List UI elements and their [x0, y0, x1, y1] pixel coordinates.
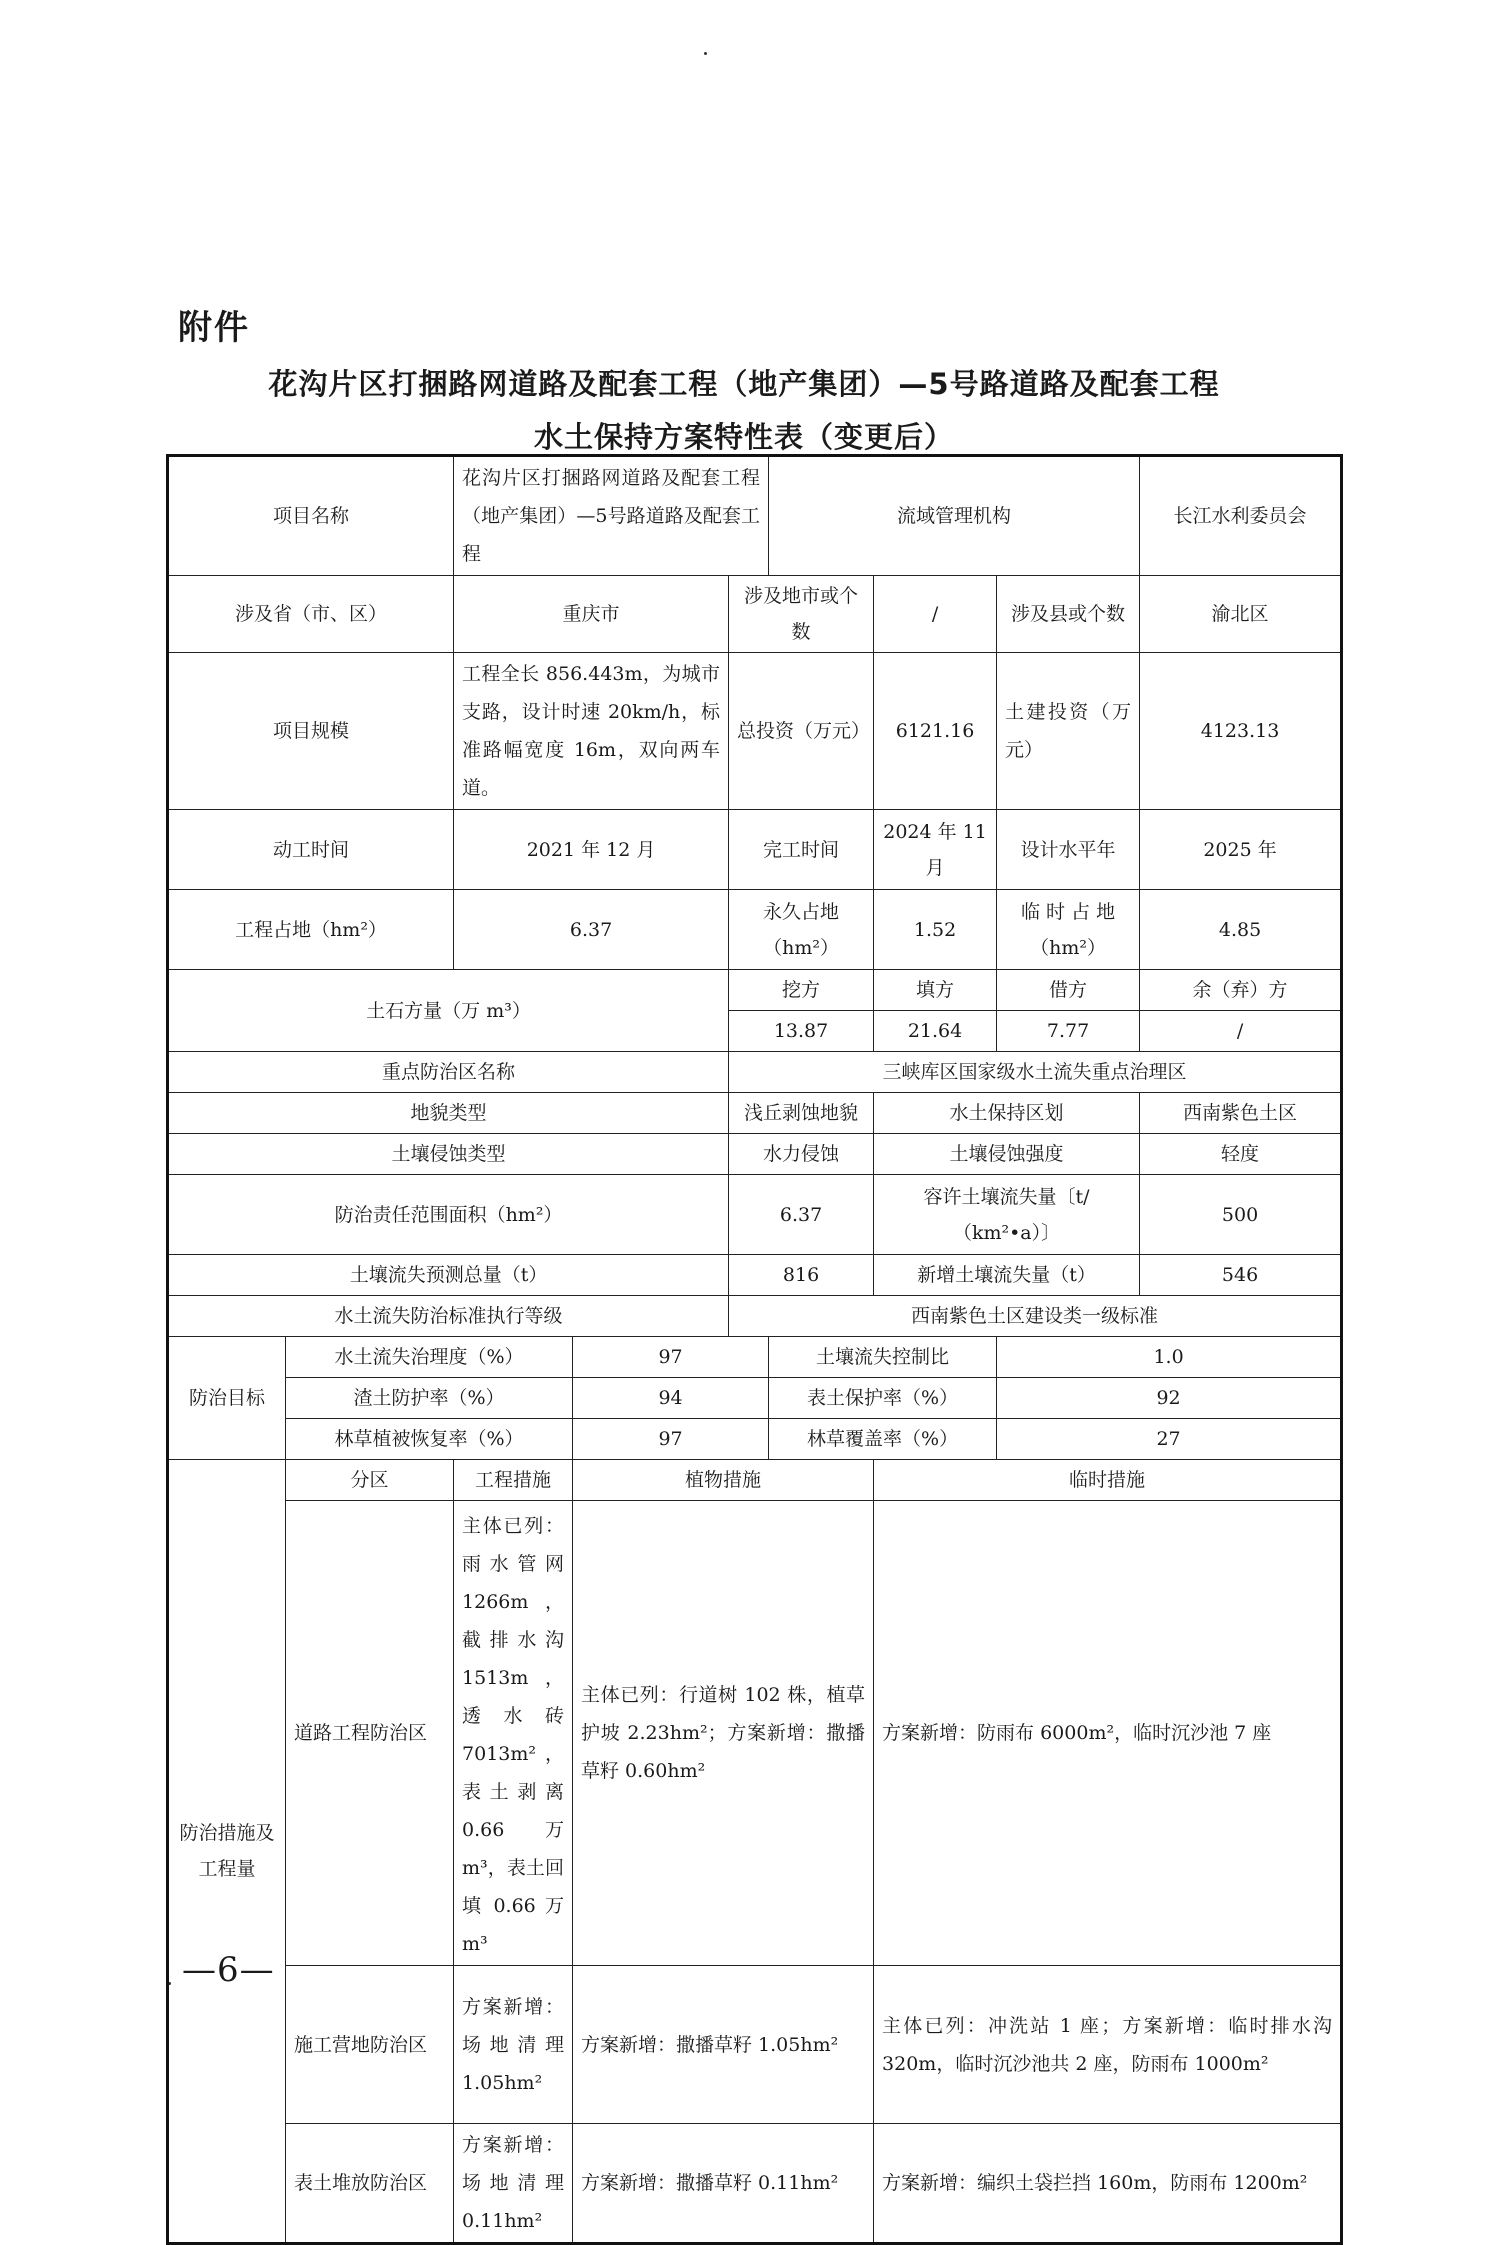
cell-label: 动工时间 [168, 810, 454, 890]
cell-erosion-intensity: 轻度 [1140, 1134, 1342, 1175]
cell-allow-loss: 500 [1140, 1175, 1342, 1255]
cell-label: 完工时间 [729, 810, 874, 890]
cell-value: 7.77 [997, 1011, 1140, 1052]
cell-label: 水土保持区划 [874, 1093, 1140, 1134]
table-row [168, 1134, 1342, 1175]
cell-temporary: 方案新增：防雨布 6000m²，临时沉沙池 7 座 [874, 1501, 1342, 1966]
cell-province: 重庆市 [454, 576, 729, 653]
table-row [168, 1296, 1342, 1337]
table-row [168, 1175, 1342, 1255]
cell-goal-label: 渣土防护率（%） [286, 1378, 573, 1419]
cell-goal-value: 97 [573, 1337, 769, 1378]
table-row [168, 810, 1342, 890]
scan-speck [704, 52, 707, 55]
table-row [168, 1966, 1342, 2124]
cell-label: 工程占地（hm²） [168, 890, 454, 970]
cell-temporary: 主体已列：冲洗站 1 座；方案新增：临时排水沟 320m，临时沉沙池共 2 座，防雨布 1000m² [874, 1966, 1342, 2124]
cell-goal-value: 27 [997, 1419, 1342, 1460]
cell-label: 永久占地（hm²） [729, 890, 874, 970]
cell-label: 涉及省（市、区） [168, 576, 454, 653]
cell-label: 流域管理机构 [769, 456, 1140, 576]
cell-total-invest: 6121.16 [874, 653, 997, 810]
cell-header: 余（弃）方 [1140, 970, 1342, 1011]
cell-conservation-zone: 西南紫色土区 [1140, 1093, 1342, 1134]
cell-label: 土建投资（万元） [997, 653, 1140, 810]
page-number: —6— [182, 1950, 275, 1990]
cell-goal-value: 94 [573, 1378, 769, 1419]
cell-label: 地貌类型 [168, 1093, 729, 1134]
cell-header: 植物措施 [573, 1460, 874, 1501]
cell-goal-label: 水土流失治理度（%） [286, 1337, 573, 1378]
cell-goal-label: 土壤流失控制比 [769, 1337, 997, 1378]
cell-perm-land: 1.52 [874, 890, 997, 970]
cell-engineering: 主体已列：雨水管网 1266m，截排水沟 1513m，透水砖 7013m²，表土剥离 0.66 万 m³，表土回填 0.66 万 m³ [454, 1501, 573, 1966]
table-row [168, 890, 1342, 970]
cell-label: 防治目标 [168, 1337, 286, 1460]
cell-goal-label: 林草植被恢复率（%） [286, 1419, 573, 1460]
cell-label: 设计水平年 [997, 810, 1140, 890]
cell-goal-value: 97 [573, 1419, 769, 1460]
cell-scale: 工程全长 856.443m，为城市支路，设计时速 20km/h，标准路幅宽度 16m，双向两车道。 [454, 653, 729, 810]
cell-header: 填方 [874, 970, 997, 1011]
cell-label: 涉及县或个数 [997, 576, 1140, 653]
cell-engineering: 方案新增：场地清理 0.11hm² [454, 2124, 573, 2244]
cell-value: 21.64 [874, 1011, 997, 1052]
cell-header: 挖方 [729, 970, 874, 1011]
cell-engineering: 方案新增：场地清理 1.05hm² [454, 1966, 573, 2124]
table-row [168, 2124, 1342, 2244]
cell-zone: 施工营地防治区 [286, 1966, 454, 2124]
cell-plant: 主体已列：行道树 102 株，植草护坡 2.23hm²；方案新增：撒播草籽 0.60hm² [573, 1501, 874, 1966]
cell-value: / [1140, 1011, 1342, 1052]
cell-plant: 方案新增：撒播草籽 1.05hm² [573, 1966, 874, 2124]
cell-label: 水土流失防治标准执行等级 [168, 1296, 729, 1337]
cell-goal-label: 表土保护率（%） [769, 1378, 997, 1419]
cell-plant: 方案新增：撒播草籽 0.11hm² [573, 2124, 874, 2244]
cell-label: 临 时 占 地（hm²） [997, 890, 1140, 970]
cell-city: / [874, 576, 997, 653]
cell-label: 项目名称 [168, 456, 454, 576]
attachment-label: 附件 [178, 308, 250, 348]
table-row [168, 1460, 1342, 1501]
cell-label: 项目规模 [168, 653, 454, 810]
cell-goal-label: 林草覆盖率（%） [769, 1419, 997, 1460]
document-title: 花沟片区打捆路网道路及配套工程（地产集团）—5号路道路及配套工程 [268, 367, 1220, 401]
cell-project-name: 花沟片区打捆路网道路及配套工程（地产集团）—5号路道路及配套工程 [454, 456, 769, 576]
cell-header: 分区 [286, 1460, 454, 1501]
cell-basin-agency: 长江水利委员会 [1140, 456, 1342, 576]
cell-label: 防治措施及工程量 [168, 1460, 286, 2244]
characteristics-table [166, 454, 1343, 2245]
cell-erosion-type: 水力侵蚀 [729, 1134, 874, 1175]
table-row [168, 1378, 1342, 1419]
cell-header: 工程措施 [454, 1460, 573, 1501]
table-row [168, 1419, 1342, 1460]
cell-label: 土石方量（万 m³） [168, 970, 729, 1052]
cell-start: 2021 年 12 月 [454, 810, 729, 890]
table-row [168, 1501, 1342, 1966]
cell-label: 防治责任范围面积（hm²） [168, 1175, 729, 1255]
cell-resp-area: 6.37 [729, 1175, 874, 1255]
table-row [168, 1337, 1342, 1378]
cell-zone: 表土堆放防治区 [286, 2124, 454, 2244]
cell-header: 借方 [997, 970, 1140, 1011]
cell-label: 土壤侵蚀强度 [874, 1134, 1140, 1175]
table-row [168, 653, 1342, 810]
cell-label: 容许土壤流失量〔t/（km²•a）〕 [874, 1175, 1140, 1255]
cell-label: 涉及地市或个数 [729, 576, 874, 653]
cell-label: 土壤侵蚀类型 [168, 1134, 729, 1175]
cell-goal-value: 92 [997, 1378, 1342, 1419]
cell-finish: 2024 年 11 月 [874, 810, 997, 890]
cell-label: 土壤流失预测总量（t） [168, 1255, 729, 1296]
cell-label: 新增土壤流失量（t） [874, 1255, 1140, 1296]
cell-standard: 西南紫色土区建设类一级标准 [729, 1296, 1342, 1337]
cell-label: 重点防治区名称 [168, 1052, 729, 1093]
table-row [168, 1052, 1342, 1093]
cell-temp-land: 4.85 [1140, 890, 1342, 970]
cell-pred-loss: 816 [729, 1255, 874, 1296]
cell-design-year: 2025 年 [1140, 810, 1342, 890]
cell-label: 总投资（万元） [729, 653, 874, 810]
cell-county: 渝北区 [1140, 576, 1342, 653]
cell-value: 13.87 [729, 1011, 874, 1052]
cell-civil-invest: 4123.13 [1140, 653, 1342, 810]
cell-header: 临时措施 [874, 1460, 1342, 1501]
cell-zone: 道路工程防治区 [286, 1501, 454, 1966]
table-row [168, 970, 1342, 1011]
cell-goal-value: 1.0 [997, 1337, 1342, 1378]
cell-new-loss: 546 [1140, 1255, 1342, 1296]
table-row [168, 1093, 1342, 1134]
table-row [168, 456, 1342, 576]
table-row [168, 576, 1342, 653]
cell-key-zone: 三峡库区国家级水土流失重点治理区 [729, 1052, 1342, 1093]
document-subtitle: 水土保持方案特性表（变更后） [533, 420, 954, 454]
cell-landform: 浅丘剥蚀地貌 [729, 1093, 874, 1134]
table-row [168, 1255, 1342, 1296]
cell-temporary: 方案新增：编织土袋拦挡 160m，防雨布 1200m² [874, 2124, 1342, 2244]
cell-land: 6.37 [454, 890, 729, 970]
